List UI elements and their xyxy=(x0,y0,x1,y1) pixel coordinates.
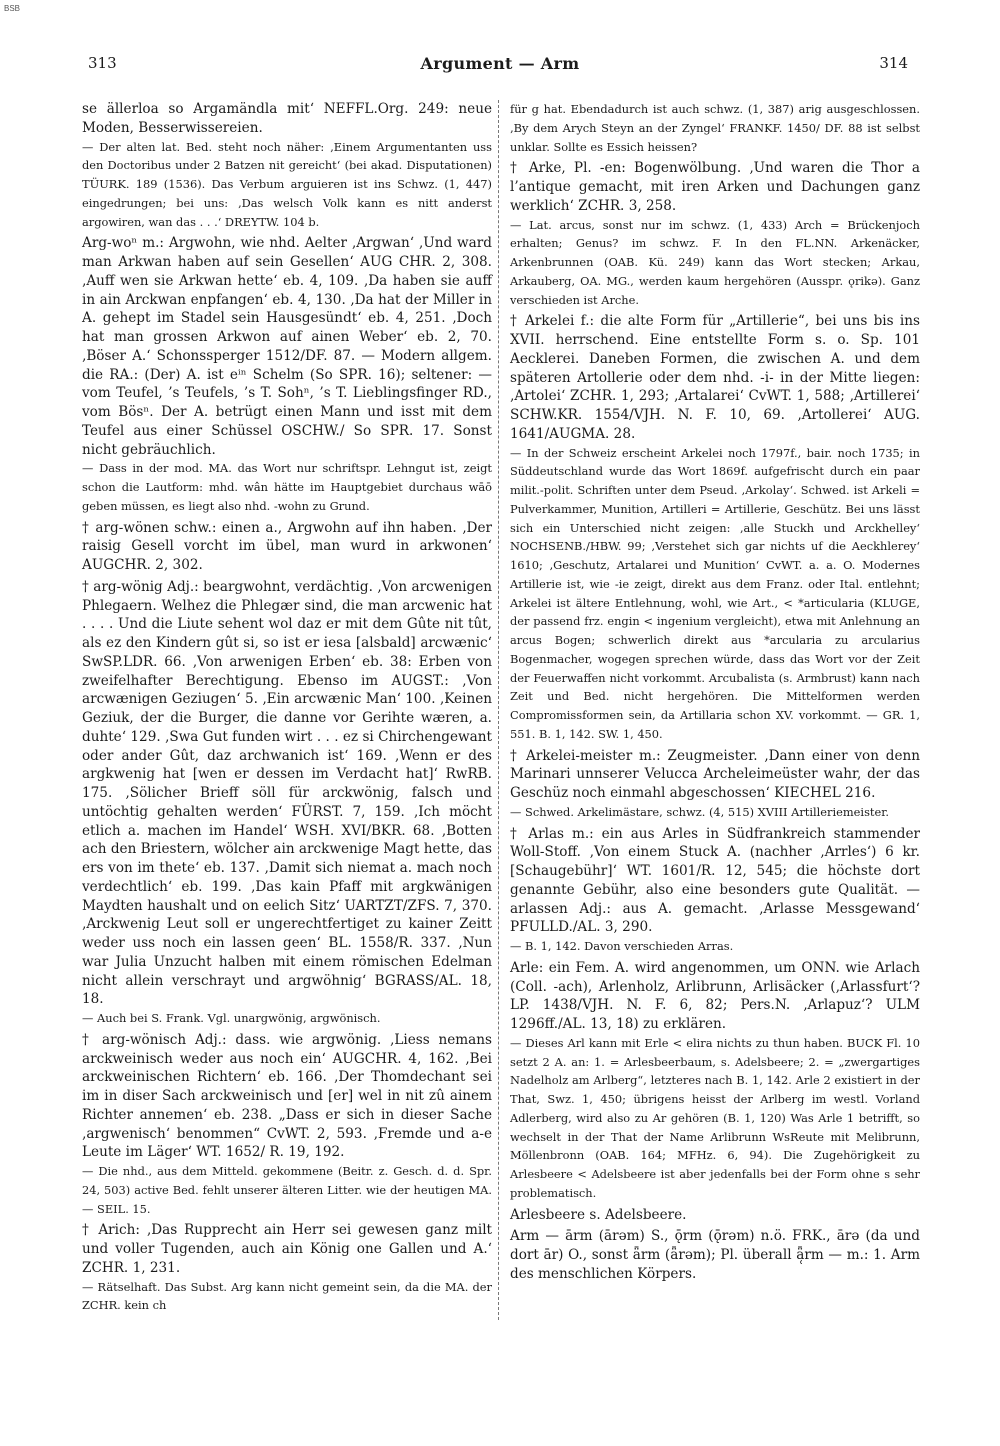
dictionary-paragraph: — Auch bei S. Frank. Vgl. unargwönig, argwönisch. xyxy=(82,1011,381,1025)
dictionary-paragraph: — Rätselhaft. Das Subst. Arg kann nicht gemeint sein, da die MA. der ZCHR. kein ch xyxy=(82,1279,492,1313)
dictionary-paragraph: † Arkelei-meister m.: Zeugmeister. ‚Dann einer von denn Marinari unnserer Velucca Archeleimeüster wahr, der das Geschüz noch einmahl abgeschossen‘ KIECHEL 216. xyxy=(510,747,920,801)
dictionary-paragraph: † arg-wönisch Adj.: dass. wie argwönig. ‚Liess nemans arckweinisch weder aus noch ein‘ AUGCHR. 4, 162. ‚Bei arckweinischen Richtern‘ eb. 166. ‚Der Thomdechant sei im in diser Sach arckweinisch und [er] wel in nit zû ainem Richter annemen‘ eb. 238. „Dass er sich in dieser Sache ‚argwenisch‘ benommen“ CvWT. 2, 593. ‚Fremde und a-e Leute im Läger‘ WT. 1652/ R. 19, 192. xyxy=(82,1031,492,1161)
dictionary-paragraph: se ällerloa so Argamändla mit‘ NEFFL.Org. 249: neue Moden, Besserwissereien. xyxy=(82,101,492,136)
dictionary-paragraph: † Arlas m.: ein aus Arles in Südfrankreich stammender Woll-Stoff. ‚Von einem Stuck A. (nachher ‚Arrles‘) 6 kr. [Schaugebühr]‘ WT. 1601/R. 12, 545; die höchste dort genannte Gebühr, also eine besonders gute Qualität. — arlassen Adj.: aus A. gemacht. ‚Arlasse Messgewand‘ PFULLD./AL. 3, 290. xyxy=(510,825,920,936)
column-divider xyxy=(498,100,499,1320)
right-column xyxy=(510,100,920,1284)
dictionary-paragraph: — Lat. arcus, sonst nur im schwz. (1, 433) Arch = Brückenjoch erhalten; Genus? im schwz. F. In den FL.NN. Arkenäcker, Arkenbrunnen (OAB. Kü. 249) kann das Wort stecken; Arkau, Arkauberg, OA. MG., werden kaum hergehören (Ausspr. ǫrikə). Ganz verschieden ist Arche. xyxy=(510,217,920,307)
dictionary-paragraph: † Arich: ‚Das Rupprecht ain Herr sei gewesen ganz milt und voller Tugenden, auch ain König one Gallen und A.‘ ZCHR. 1, 231. xyxy=(82,1222,492,1276)
dictionary-paragraph: Arm — ārm (ārəm) S., ǭrm (ǭrəm) n.ö. FRK., ārə (da und dort ār) O., sonst ǟrm (ǟrəm); Pl. überall ǟ̜rm — m.: 1. Arm des menschlichen Körpers. xyxy=(510,1228,920,1282)
dictionary-paragraph: — Dieses Arl kann mit Erle < elira nichts zu thun haben. BUCK Fl. 10 setzt 2 A. an: 1. = Arlesbeerbaum, s. Adelsbeere; 2. = „zwergartiges Nadelholz am Arlberg“, letzteres nach B. 1, 142. Arle 2 existiert in der That, Swz. 1, 450; übrigens heisst der Arlberg im westl. Vorland Adlerberg, wird also zu Ar gehören (B. 1, 120) Was Arle 1 betrifft, so wechselt in der That der Name Arlibrunn WsReute mit Melibrunn, Möllenbronn (OAB. 164; MFHz. 6, 94). Die Zugehörigkeit zu Arlesbeere < Adelsbeere ist aber jedenfalls bei der Form ohne s sehr problematisch. xyxy=(510,1035,920,1200)
dictionary-paragraph: † Arkelei f.: die alte Form für „Artillerie“, bei uns bis ins XVII. herrschend. Eine entstellte Form s. o. Sp. 101 Aecklerei. Daneben Formen, die zwischen A. und dem späteren Artollerie oder dem nhd. -i- in der Mitte liegen: ‚Artolei‘ ZCHR. 1, 293; ‚Artalarei‘ CvWT. 1, 588; ‚Artillerei‘ SCHW.KR. 1554/VJH. N. F. 10, 69. ‚Artollerei‘ AUG. 1641/AUGMA. 28. xyxy=(510,313,920,442)
page-number-left: 313 xyxy=(88,54,117,72)
dictionary-paragraph: — Die nhd., aus dem Mitteld. gekommene (Beitr. z. Gesch. d. d. Spr. 24, 503) active Bed. fehlt unserer älteren Litter. wie der heutigen MA. — SEIL. 15. xyxy=(82,1164,492,1216)
dictionary-paragraph: für g hat. Ebendadurch ist auch schwz. (1, 387) arig ausgeschlossen. ‚By dem Arych Steyn an der Zyngel‘ FRANKF. 1450/ DF. 88 ist selbst unklar. Sollte es Essich heissen? xyxy=(510,102,920,154)
dictionary-paragraph: Arg-woⁿ m.: Argwohn, wie nhd. Aelter ‚Argwan‘ ‚Und ward man Arkwan haben auf sein Gesellen‘ AUG CHR. 2, 308. ‚Auff wen sie Arkwan hette‘ eb. 4, 109. ‚Da haben sie auff in ain Arckwan enpfangen‘ eb. 4, 130. ‚Da hat der Miller in A. gehept im Stadel sein Hausgesündt‘ eb. 4, 251. ‚Doch hat man grossen Arkwon auf ainen Weber‘ eb. 2, 70. ‚Böser A.‘ Schonssperger 1512/DF. 87. — Modern allgem. die RA.: (Der) A. ist eⁱⁿ Schelm (So SPR. 16); seltener: — vom Teufel, ’s Teufels, ’s T. Sohⁿ, ’s T. Lieblingsfinger RD., vom Bösⁿ. Der A. betrügt einen Mann und isst mit dem Teufel aus einer Schüssel OSCHW./ So SPR. 17. Sonst nicht gebräuchlich. xyxy=(82,235,492,458)
running-head-title: Argument — Arm xyxy=(420,54,580,73)
dictionary-paragraph: Arle: ein Fem. A. wird angenommen, um ONN. wie Arlach (Coll. -ach), Arlenholz, Arlibrunn, Arlisäcker (‚Arlassfurt‘? LP. 1438/VJH. N. F. 6, 82; Pers.N. ‚Arlapuz‘? ULM 1296ff./AL. 13, 18) zu erklären. xyxy=(510,959,920,1032)
dictionary-paragraph: † Arke, Pl. -en: Bogenwölbung. ‚Und waren die Thor a l’antique gemacht, mit iren Arken und Dachungen ganz werklich‘ ZCHR. 3, 258. xyxy=(510,160,920,214)
dictionary-paragraph: † arg-wönig Adj.: beargwohnt, verdächtig. ‚Von arcwenigen Phlegaern. Welhez die Phlegær sind, die man arcwenic hat . . . . Und die Liute sehent wol daz er mit dem Gûte nit tût, als ez den Kindern gût si, so ist er iesa [alsbald] arcwænic‘ SwSP.LDR. 66. ‚Von arwenigen Erben‘ eb. 38: Erben von zweifelhafter Berechtigung. Ebenso im AUGST.: ‚Von arcwænigen Geziugen‘ 5. ‚Ein arcwænic Man‘ 100. ‚Keinen Geziuk, der die Burger, die danne vor Gerihte wæren, a. duhte‘ 129. ‚Swa Gut funden wirt . . . ez si Chirchengewant oder ander Gût, daz archwanich ist‘ 169. ‚Wenn er des argkwenig hat [wen er dessen im Verdacht hat]‘ RwRB. 175. ‚Sölicher Brieff söll für arckwönig, falsch und untöchtig gehalten werden‘ FÜRST. 7, 159. ‚Ich möcht etlich a. machen im Handel‘ WSH. XVI/BKR. 68. ‚Botten ach den Briestern, wölcher ain arckwenige Magt hette, das ers von im thete‘ eb. 137. ‚Damit sich niemat a. mach noch verdechtlich‘ eb. 199. ‚Das kain Pfaff mit argkwänigen Maydten haushalt und on eelich Sitz‘ UARTZT/ZFS. 7, 370. ‚Arckwenig Leut soll er ungerechtfertiget zu kainer Zeitt weder uss noch ein lassen geen‘ BL. 1558/R. 337. ‚Nun war Julia Unzucht halben mit einem römischen Edelman nicht allein verschrayt und argwöhnig‘ BGRASS/AL. 18, 18. xyxy=(82,578,492,1008)
dictionary-paragraph: — Schwed. Arkelimästare, schwz. (4, 515) XVIII Artilleriemeister. xyxy=(510,804,890,819)
page-number-right: 314 xyxy=(879,54,908,72)
dictionary-paragraph: — In der Schweiz erscheint Arkelei noch 1797f., bair. noch 1735; in Süddeutschland wurde das Wort 1869f. aufgefrischt durch ein paar milit.-polit. Schriften unter dem Pseud. ‚Arkolay‘. Schwed. ist Arkeli = Pulverkammer, Munition, Artilleri = Artillerie, Geschütz. Bei uns lässt sich ein Unterschied nicht zeigen: ‚alle Stuckh und Arckhelley‘ NOCHSENB./HBW. 99; ‚Verstehet sich gar nichts uf die Aeckhlerey‘ 1610; ‚Geschutz, Artalarei und Munition‘ CvWT. a. a. O. Modernes Artillerie ist, wie -ie zeigt, direkt aus dem Franz. oder Ital. entlehnt; Arkelei ist ältere Entlehnung, wohl, wie Art., < *articularia (KLUGE, der passend frz. engin < ingenium vergleicht), etwa mit Anlehnung an arcus Bogen; schwerlich direkt aus *arcularia zu arcularius Bogenmacher, wogegen sprechen würde, dass das Wort vor der Zeit der Feuerwaffen nicht vorkommt. Arcubalista (s. Armbrust) kann nach Zeit und Bed. nicht hergehören. Die Mittelformen werden Compromissformen sein, da Artillaria schon XV. vorkommt. — GR. 1, 551. B. 1, 142. SW. 1, 450. xyxy=(510,445,920,741)
dictionary-paragraph: — Dass in der mod. MA. das Wort nur schriftspr. Lehngut ist, zeigt schon die Lautform: mhd. wân hätte im Hauptgebiet durchaus wāō geben müssen, es liegt also nhd. -wohn zu Grund. xyxy=(82,461,492,513)
dictionary-paragraph: † arg-wönen schw.: einen a., Argwohn auf ihn haben. ‚Der raisig Gesell vorcht im übel, man wurd in arkwonen‘ AUGCHR. 2, 302. xyxy=(82,519,492,573)
dictionary-paragraph: Arlesbeere s. Adelsbeere. xyxy=(510,1206,687,1223)
left-column xyxy=(82,100,492,1315)
dictionary-paragraph: — Der alten lat. Bed. steht noch näher: ‚Einem Argumentanten uss den Doctoribus under 2 Batzen nit gereicht‘ (bei akad. Disputationen) TÜURK. 189 (1536). Das Verbum arguieren ist ins Schwz. (1, 447) eingedrungen; bei uns: ‚Das welsch Volk kann es nitt anderst argowiren, wan das . . .‘ DREYTW. 104 b. xyxy=(82,139,492,229)
dictionary-paragraph: — B. 1, 142. Davon verschieden Arras. xyxy=(510,939,734,953)
library-watermark: BSB xyxy=(4,4,21,13)
